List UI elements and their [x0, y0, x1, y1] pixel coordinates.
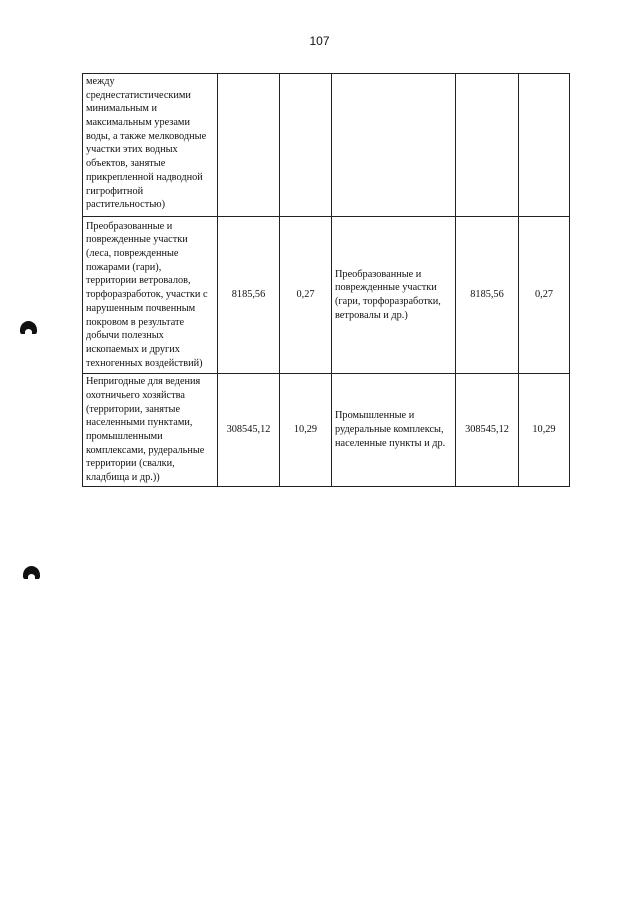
group-cell — [332, 74, 456, 217]
group-area-cell: 308545,12 — [456, 374, 519, 487]
area-cell: 308545,12 — [218, 374, 280, 487]
percent-cell: 0,27 — [280, 217, 332, 374]
group-cell: Промышленные и рудеральные комплексы, населенные пункты и др. — [332, 374, 456, 487]
category-cell: Непригодные для ведения охотничьего хозяйства (территории, занятые населенными пунктами, промышленными комплексами, рудеральные территории (свалки, кладбища и др.)) — [83, 374, 218, 487]
percent-cell: 10,29 — [280, 374, 332, 487]
binder-hole-mark-top — [20, 321, 37, 334]
area-cell — [218, 74, 280, 217]
page-number: 107 — [309, 34, 330, 48]
group-cell: Преобразованные и поврежденные участки (гари, торфоразработки, ветровалы и др.) — [332, 217, 456, 374]
group-area-cell — [456, 74, 519, 217]
table-row — [83, 374, 570, 487]
table-row — [83, 217, 570, 374]
group-percent-cell: 0,27 — [519, 217, 570, 374]
group-percent-cell — [519, 74, 570, 217]
category-cell: между среднестатистическими минимальным и максимальным урезами воды, а также мелководные участки этих водных объектов, занятые прикрепленной надводной гигрофитной растительностью) — [83, 74, 218, 217]
land-category-table — [82, 73, 570, 487]
percent-cell — [280, 74, 332, 217]
table-row — [83, 74, 570, 217]
area-cell: 8185,56 — [218, 217, 280, 374]
group-area-cell: 8185,56 — [456, 217, 519, 374]
binder-hole-mark-bottom — [23, 566, 40, 579]
category-cell: Преобразованные и поврежденные участки (леса, поврежденные пожарами (гари), территории ветровалов, торфоразработок, участки с нарушенным почвенным покровом в результате добычи полезных ископаемых и других техногенных воздействий) — [83, 217, 218, 374]
group-percent-cell: 10,29 — [519, 374, 570, 487]
